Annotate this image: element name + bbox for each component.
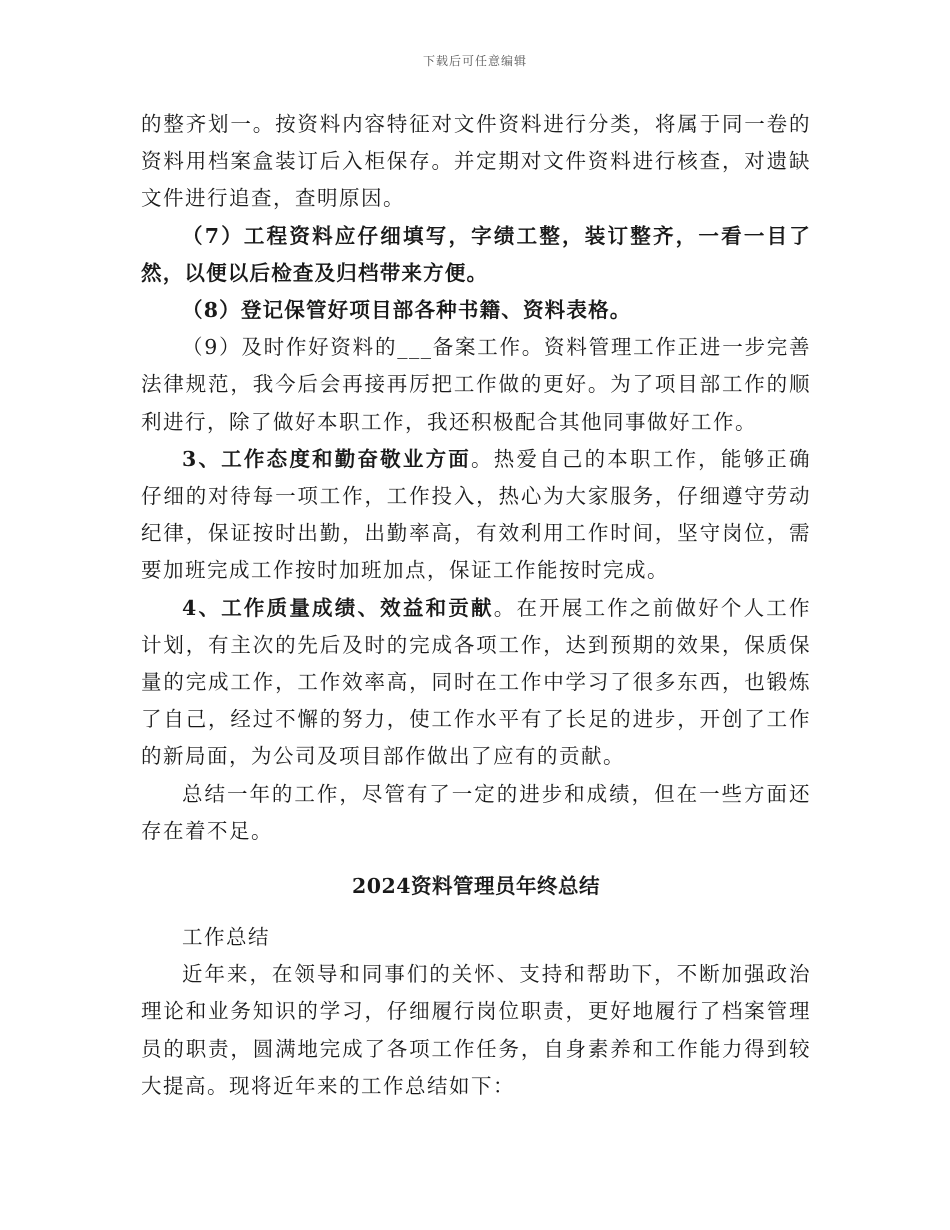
paragraph-summary: 总结一年的工作，尽管有了一定的进步和成绩，但在一些方面还存在着不足。 [141, 781, 811, 843]
paragraph-intro: 近年来，在领导和同事们的关怀、支持和帮助下，不断加强政治理论和业务知识的学习，仔细履行岗位职责，更好地履行了档案管理员的职责，圆满地完成了各项工作任务，自身素养和工作能力得到较大提高。现将近年来的工作总结如下： [141, 962, 811, 1098]
paragraph-body-work-quality: 。在开展工作之前做好个人工作计划，有主次的先后及时的完成各项工作，达到预期的效果，保质保量的完成工作，工作效率高，同时在工作中学习了很多东西，也锻炼了自己，经过不懈的努力，使工作水平有了长足的进步，开创了工作的新局面，为公司及项目部作做出了应有的贡献。 [141, 595, 812, 769]
paragraph-continuation: 的整齐划一。按资料内容特征对文件资料进行分类，将属于同一卷的资料用档案盒装订后入柜保存。并定期对文件资料进行核查，对遗缺文件进行追查，查明原因。 [141, 112, 811, 211]
paragraph-body-work-attitude: 。热爱自己的本职工作，能够正确仔细的对待每一项工作，工作投入，热心为大家服务，仔细遵守劳动纪律，保证按时出勤，出勤率高，有效利用工作时间，坚守岗位，需要加班完成工作按时加班加点，保证工作能按时完成。 [141, 446, 812, 583]
document-body [141, 106, 811, 1105]
section-title: 2024资料管理员年终总结 [351, 874, 601, 899]
paragraph-work-quality [141, 590, 811, 776]
paragraph-item-7: （7）工程资料应仔细填写，字绩工整，装订整齐，一看一目了然，以便以后检查及归档带来方便。 [141, 223, 811, 285]
page-header-note: 下载后可任意编辑 [422, 54, 527, 68]
paragraph-item-9: （9）及时作好资料的___备案工作。资料管理工作正进一步完善法律规范，我今后会再接再厉把工作做的更好。为了项目部工作的顺利进行，除了做好本职工作，我还积极配合其他同事做好工作。 [141, 335, 811, 434]
paragraph-lead-work-quality: 4、工作质量成绩、效益和贡献 [182, 595, 494, 620]
paragraph-subheading: 工作总结 [182, 925, 270, 950]
paragraph-work-attitude [141, 441, 811, 590]
paragraph-item-8: （8）登记保管好项目部各种书籍、资料表格。 [182, 298, 632, 323]
paragraph-lead-work-attitude: 3、工作态度和勤奋敬业方面 [182, 446, 472, 471]
